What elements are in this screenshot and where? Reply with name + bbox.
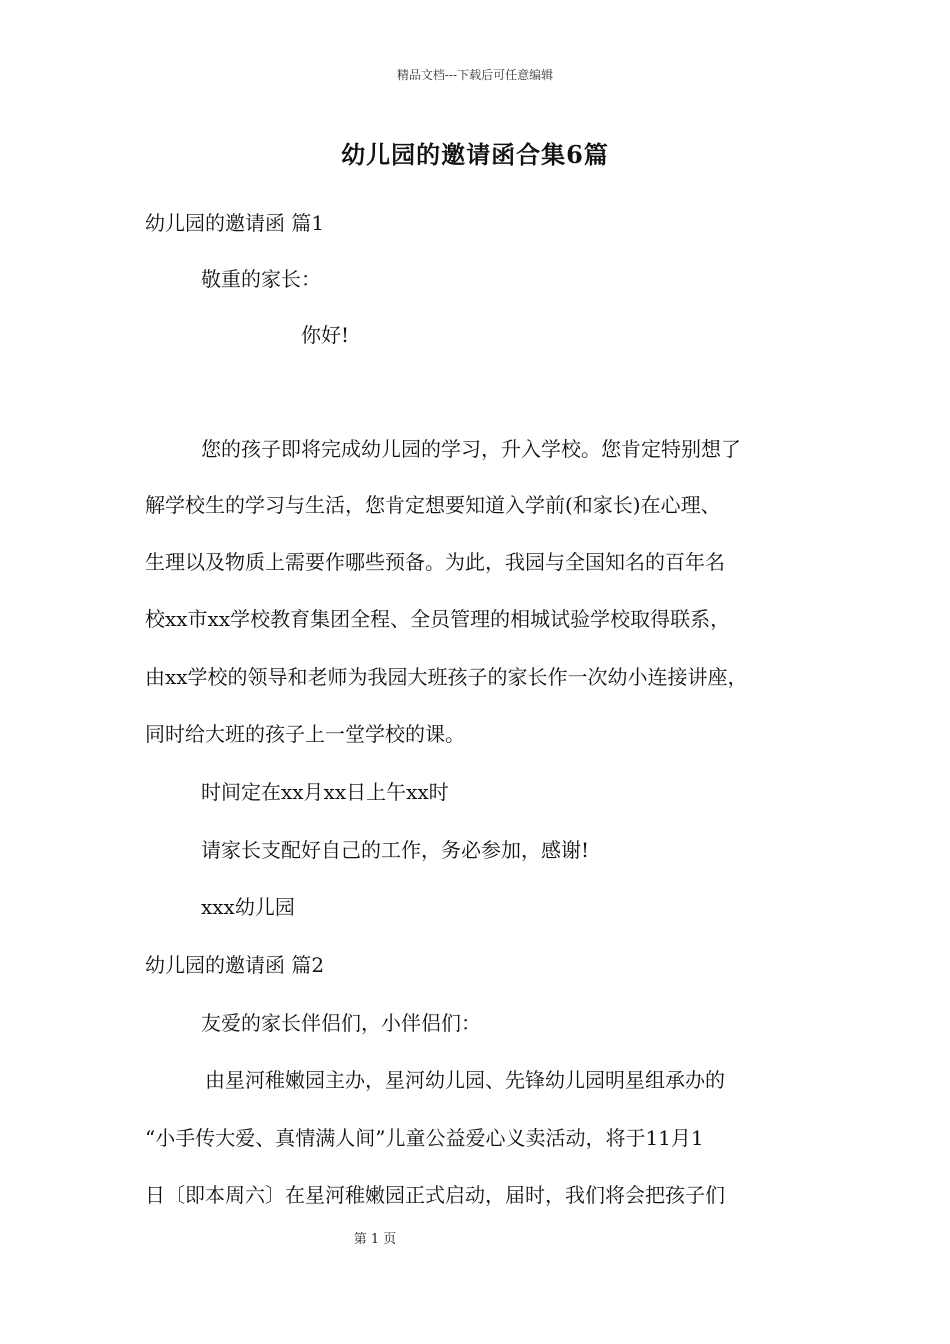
section1-para-line: 您的孩子即将完成幼儿园的学习，升入学校。您肯定特别想了 (201, 437, 741, 461)
page-number-footer: 第 1 页 (353, 1232, 397, 1247)
section1-greeting: 你好! (301, 323, 350, 347)
section2-salutation: 友爱的家长伴侣们，小伴侣们： (201, 1011, 481, 1035)
section1-salutation: 敬重的家长： (201, 267, 321, 291)
header-note: 精品文档---下载后可任意编辑 (396, 68, 554, 82)
section1-para-line: 校xx市xx学校教育集团全程、全员管理的相城试验学校取得联系， (145, 607, 731, 631)
section2-para-line: 由星河稚嫩园主办，星河幼儿园、先锋幼儿园明星组承办的 (205, 1068, 725, 1092)
section1-para-line: 解学校生的学习与生活，您肯定想要知道入学前(和家长)在心理、 (145, 493, 721, 517)
section1-signature: xxx幼儿园 (201, 895, 295, 919)
section2-para-line: 日〔即本周六〕在星河稚嫩园正式启动，届时，我们将会把孩子们 (145, 1183, 725, 1207)
section2-heading: 幼儿园的邀请函 篇2 (145, 953, 325, 977)
document-title: 幼儿园的邀请函合集6篇 (341, 140, 609, 169)
section1-para-line: 生理以及物质上需要作哪些预备。为此，我园与全国知名的百年名 (145, 550, 725, 574)
section1-heading: 幼儿园的邀请函 篇1 (145, 211, 325, 235)
section1-request-line: 请家长支配好自己的工作，务必参加，感谢! (201, 838, 590, 862)
section1-para-line: 同时给大班的孩子上一堂学校的课。 (145, 722, 465, 746)
section1-para-line: 由xx学校的领导和老师为我园大班孩子的家长作一次幼小连接讲座， (145, 665, 748, 689)
section1-time-line: 时间定在xx月xx日上午xx时 (201, 780, 449, 804)
section2-para-line: “小手传大爱、真情满人间”儿童公益爱心义卖活动，将于11月1 (145, 1126, 704, 1150)
